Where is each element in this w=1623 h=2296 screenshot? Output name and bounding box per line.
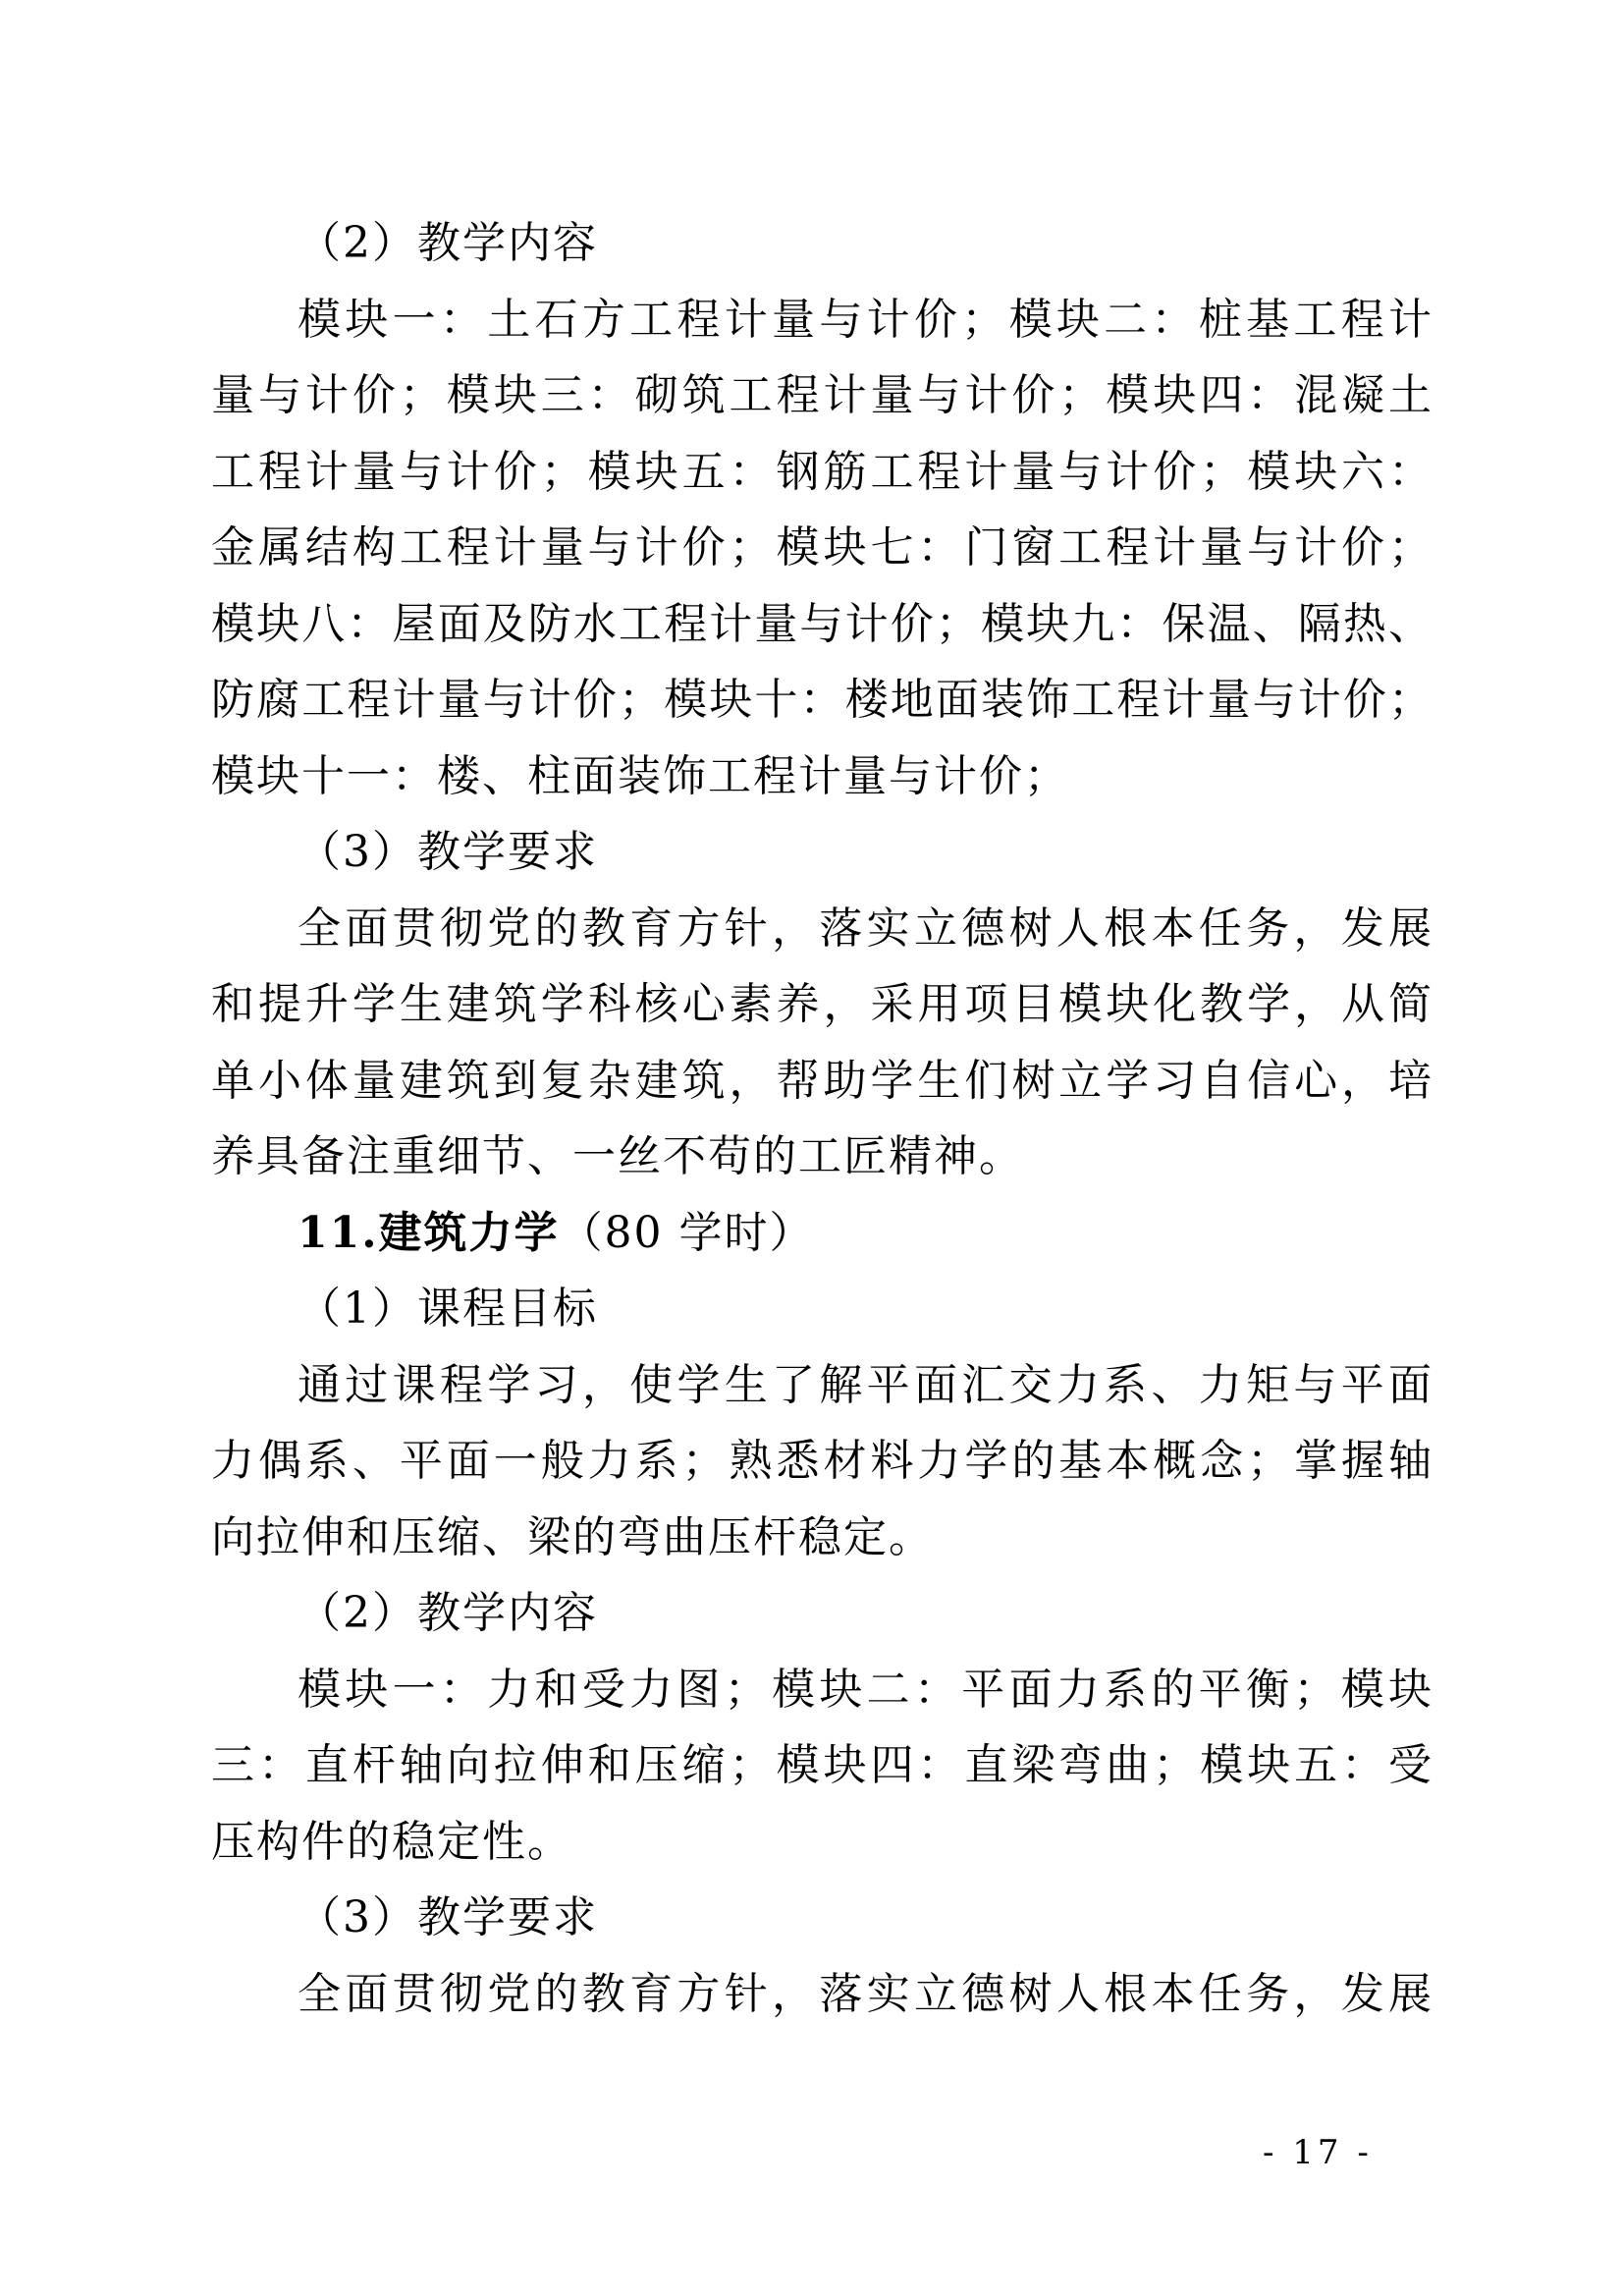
course-hours-text: （80 学时） <box>559 1207 815 1258</box>
course-title-text: 11.建筑力学 <box>298 1207 560 1258</box>
body-line: 通过课程学习，使学生了解平面汇交力系、力矩与平面 <box>298 1359 1434 1410</box>
body-line: 模块八：屋面及防水工程计量与计价；模块九：保温、隔热、 <box>211 598 1434 649</box>
course-heading <box>211 1195 1434 1272</box>
section-label: （2）教学内容 <box>298 1588 598 1638</box>
body-line: 三：直杆轴向拉伸和压缩；模块四：直梁弯曲；模块五：受 <box>211 1740 1434 1790</box>
section-label: （3）教学要求 <box>298 827 598 877</box>
body-line: 工程计量与计价；模块五：钢筋工程计量与计价；模块六： <box>211 446 1434 497</box>
body-line: 全面贯彻党的教育方针，落实立德树人根本任务，发展 <box>298 1968 1434 2019</box>
body-line: 向拉伸和压缩、梁的弯曲压杆稳定。 <box>211 1511 934 1562</box>
text-body <box>211 205 1434 2032</box>
body-line: 力偶系、平面一般力系；熟悉材料力学的基本概念；掌握轴 <box>211 1436 1434 1486</box>
body-line: 模块一：力和受力图；模块二：平面力系的平衡；模块 <box>298 1664 1434 1715</box>
section-label: （1）课程目标 <box>298 1284 598 1334</box>
body-line: 金属结构工程计量与计价；模块七：门窗工程计量与计价； <box>211 522 1434 573</box>
body-line: 全面贯彻党的教育方针，落实立德树人根本任务，发展 <box>298 902 1434 954</box>
section-label: （3）教学要求 <box>298 1892 598 1942</box>
body-line: 养具备注重细节、一丝不苟的工匠精神。 <box>211 1131 1024 1181</box>
body-line: 防腐工程计量与计价；模块十：楼地面装饰工程计量与计价； <box>211 675 1434 725</box>
body-line: 模块十一：楼、柱面装饰工程计量与计价； <box>211 750 1069 801</box>
body-line: 压构件的稳定性。 <box>211 1816 572 1867</box>
body-line: 单小体量建筑到复杂建筑，帮助学生们树立学习自信心，培 <box>211 1055 1434 1106</box>
body-line: 和提升学生建筑学科核心素养，采用项目模块化教学，从简 <box>211 979 1434 1029</box>
body-line: 量与计价；模块三：砌筑工程计量与计价；模块四：混凝土 <box>211 370 1434 420</box>
page-number: - 17 - <box>1263 2133 1373 2172</box>
section-label: （2）教学内容 <box>298 218 598 268</box>
body-line: 模块一：土石方工程计量与计价；模块二：桩基工程计 <box>298 294 1434 345</box>
